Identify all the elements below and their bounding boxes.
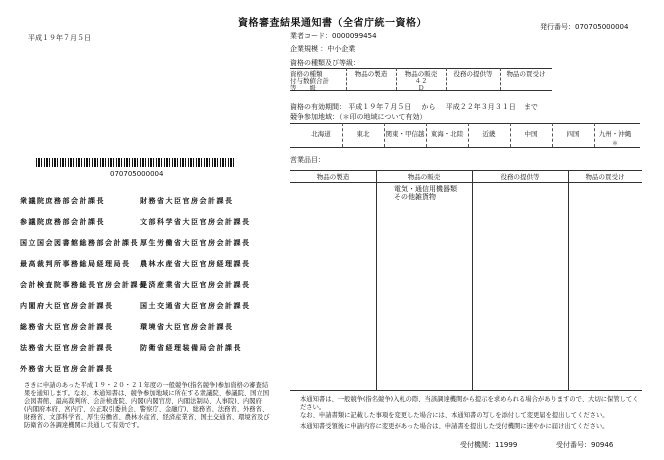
vendor-code-value: 0000099454 [332, 32, 377, 40]
barcode-number: 070705000004 [110, 170, 164, 178]
reception-number-value: 90946 [591, 441, 614, 449]
validity-from: 平成１９年７月５日 [348, 103, 412, 111]
addressee-name: 環境省大臣官房会計課長 [140, 323, 234, 331]
addressee-name: 法務省大臣官房会計課長 [20, 344, 114, 352]
qualification-cell: 物品の販売 [404, 70, 438, 78]
addressee-name: 防衛省経理装備局会計課長 [140, 344, 242, 352]
qualification-heading: 資格の種類及び等級： [290, 59, 360, 67]
vendor-code-label: 業者コード： [290, 32, 332, 40]
region-label: 関東・甲信越 [385, 130, 425, 138]
region-label: 東海・北陸 [430, 130, 464, 138]
addressee-name: 国立国会図書館総務部会計課長 [20, 239, 139, 247]
reception-number-label: 受付番号： [556, 441, 591, 449]
addressee-name: 外務省大臣官房会計課長 [20, 365, 114, 373]
qualification-cell: 資格の種類 [290, 70, 323, 78]
qualification-cell: ４２ [414, 77, 428, 85]
goods-header: 役務の提供等 [500, 173, 540, 181]
qualification-cell: 等 級 [290, 84, 316, 92]
qualification-cell: 物品の製造 [354, 70, 388, 78]
addressee-name: 農林水産省大臣官房経理課長 [140, 260, 251, 268]
regions-heading [290, 113, 426, 121]
region-mark: ＊ [611, 139, 619, 147]
notice-body: さきに申請のあった平成１９・２０・２１年度の一般競争(指名競争)参加資格の審査結果を通知します。なお、本通知書は、競争参加地域に所在する衆議院、参議院、国立国会図書館、最高裁判所、会計検査院、内閣(内閣官房、内閣法制局、人事院)、内閣府(内閣府本府、宮内庁、公正取引委員会、警察庁、金融庁)、総務省、法務省、外務省、財務省、文部科学省、厚生労働省、農林水産省、経済産業省、国土交通省、環境省及び防衛省の各調達機関に共通して有効です。 [24, 382, 270, 429]
goods-header: 物品の買受け [585, 173, 625, 181]
addressee-name: 財務省大臣官房会計課長 [140, 197, 234, 205]
region-label: 東北 [356, 130, 370, 138]
vendor-code [290, 32, 377, 40]
reception-office [460, 441, 517, 449]
region-label: 九州・沖縄 [598, 130, 632, 138]
company-scale-value: 中小企業 [327, 45, 356, 53]
issue-number-label: 発行番号： [540, 23, 575, 31]
region-label: 近畿 [482, 130, 496, 138]
validity-end: まで [523, 103, 538, 111]
addressee-name: 会計検査院事務総長官房会計課長 [20, 281, 148, 289]
goods-header: 物品の製造 [316, 173, 350, 181]
validity-period [290, 103, 538, 111]
note-1: 本通知書は、一般競争(指名競争)入札の際、当該調達機関から提示を求められる場合がありますので、大切に保管してください。 [300, 396, 639, 411]
reception-office-label: 受付機関： [460, 441, 495, 449]
issue-number [540, 23, 628, 31]
note-2: なお、申請書類に記載した事項を変更した場合には、本通知書の写しを添付して変更届を提出してください。 [300, 412, 609, 419]
addressee-name: 経済産業省大臣官房会計課長 [140, 281, 251, 289]
regions-note: （＊印の地域について有効） [339, 113, 427, 121]
validity-to: 平成２２年３月３１日 [445, 103, 516, 111]
qualification-cell: Ｄ [417, 84, 425, 92]
addressee-name: 厚生労働省大臣官房会計課長 [140, 239, 251, 247]
regions-label: 競争参加地域： [290, 113, 339, 121]
sales-item-0: 電気・通信用機器類 [394, 185, 457, 193]
region-label: 四国 [566, 130, 580, 138]
addressee-name: 最高裁判所事務総局経理局長 [20, 260, 131, 268]
validity-mid: から [421, 103, 436, 111]
addressee-name: 参議院庶務部会計課長 [20, 218, 105, 226]
reception-number [556, 441, 613, 449]
region-label: 中国 [524, 130, 538, 138]
company-scale [290, 45, 355, 53]
qualification-cell: 付与数値合計 [290, 77, 329, 85]
addressee-name: 総務省大臣官房会計課長 [20, 323, 114, 331]
addressee-name: 衆議院庶務部会計課長 [20, 197, 105, 205]
validity-label: 資格の有効期間： [290, 103, 346, 111]
issue-date: 平成１９年７月５日 [28, 34, 91, 42]
goods-header: 物品の販売 [407, 173, 441, 181]
qualification-cell: 役務の提供等 [453, 70, 493, 78]
region-label: 北海道 [311, 130, 331, 138]
reception-office-value: 11999 [495, 441, 518, 449]
addressee-name: 文部科学省大臣官房会計課長 [140, 218, 251, 226]
company-scale-label: 企業規模 ： [290, 45, 328, 53]
sales-item-1: その他雑貨物 [394, 193, 436, 201]
note-3: 本通知書受領後に申請内容に変更があった場合は、申請書を提出した受付機関に速やかに届け出てください。 [300, 423, 609, 430]
issue-number-value: 070705000004 [575, 23, 629, 31]
addressee-name: 国土交通省大臣官房会計課長 [140, 302, 251, 310]
qualification-cell: 物品の買受け [506, 70, 546, 78]
goods-label: 営業品目： [290, 156, 325, 164]
document-title: 資格審査結果通知書（全省庁統一資格） [238, 18, 427, 29]
addressee-name: 内閣府大臣官房会計課長 [20, 302, 114, 310]
barcode-image [36, 158, 236, 167]
